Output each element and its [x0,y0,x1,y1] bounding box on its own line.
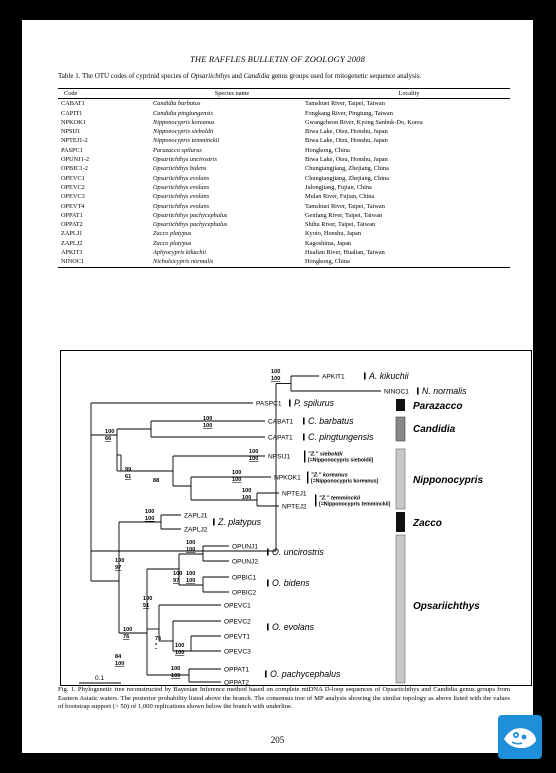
table-row [58,192,510,201]
species-label: C. pingtungensis [308,432,374,442]
group-bar-zacco [396,512,405,532]
support-value-mp: 100 [249,456,259,462]
support-value-mp: 100 [145,516,155,522]
species-label: O. pachycephalus [270,669,341,679]
support-value-pp: 88 [153,478,160,484]
cell-species: Nipponocypris koreanus [153,118,215,126]
cell-species: Opsariichthys evolans [153,193,210,201]
support-value-mp: * [155,643,158,649]
species-label: C. barbatus [308,416,354,426]
cell-locality: Genfang River, Taipei, Taiwan [305,211,383,219]
tip-label-otu: NINOC1 [384,388,409,396]
cell-code: OPPAT1 [61,211,83,219]
species-bar [267,624,269,631]
table-row [58,146,510,155]
cell-code: OPUNJ1-2 [61,156,89,164]
support-value-mp: 61 [125,474,132,480]
cell-locality: Tamshuei River, Taipei, Taiwan [305,202,385,210]
tip-label-otu: OPPAT1 [224,666,250,674]
support-value-pp: 100 [186,540,196,546]
support-value-pp: 100 [123,627,133,633]
journal-header: THE RAFFLES BULLETIN OF ZOOLOGY 2008 [189,54,366,64]
fish-logo-icon [498,715,542,759]
support-value-mp: 51 [143,603,150,609]
support-value-mp: 76 [123,634,130,640]
table-row [58,118,510,127]
otu-table [58,88,510,268]
cell-locality: Hongkong, China [305,258,350,266]
group-label-parazacco: Parazacco [413,401,463,412]
support-value-pp: 76 [155,636,162,642]
scale-bar-label: 0.1 [95,675,105,682]
cell-species: Opsariichthys evolans [153,174,210,182]
table-row [58,257,510,266]
cell-code: PASPC1 [61,146,83,154]
species-bar [265,671,267,678]
table-row [58,164,510,173]
cell-locality: Kagoshima, Japan [305,239,352,247]
support-value-mp: 97 [115,565,122,571]
support-value-pp: 100 [232,470,242,476]
cell-locality: Biwa Lake, Otsu, Honshu, Japan [305,156,388,164]
support-value-pp: 100 [203,416,213,422]
cell-code: OPEVT4 [61,202,85,210]
support-value-pp: 100 [145,509,155,515]
support-value-pp: 84 [115,654,122,660]
support-value-pp: 100 [175,643,185,649]
cell-species: Opsariichthys bidens [153,165,207,173]
table-body [58,99,510,266]
support-value-mp: 100 [175,650,185,656]
cell-code: NPKOK1 [61,118,86,126]
journal-page [22,20,533,753]
support-value-mp: 100 [115,661,125,667]
cell-locality: Shihu River, Taipei, Taiwan [305,221,376,229]
species-label: O. uncirostris [272,547,324,557]
tip-label-otu: ZAPLJ1 [184,512,208,520]
group-label-opsariichthys: Opsariichthys [413,601,480,612]
species-label: N. normalis [422,386,467,396]
tip-label-otu: NPSIJ1 [268,453,291,461]
cell-locality: Mulan River, Fujian, China [305,193,375,201]
header-code: Code [64,90,78,97]
cell-locality: Biwa Lake, Otsu, Honshu, Japan [305,137,388,145]
support-value-mp: 100 [232,477,242,483]
support-value-mp: 100 [186,547,196,553]
cell-species: Zacco platypus [153,239,192,247]
cell-locality: Hualian River, Hualian, Taiwan [305,249,385,257]
tip-label-otu: OPEVC1 [224,602,251,610]
support-value-pp: 99 [125,467,132,473]
cell-species: Opsariichthys uncirostris [153,156,217,164]
table-row [58,127,510,136]
cell-code: ZAPLJ1 [61,230,83,238]
cell-species: Aphyocypris kikuchii [153,249,206,257]
header-species: Species name [214,90,250,97]
species-note: [=Nipponocypris sieboldii] [308,457,374,464]
cell-species: Nipponocypris sieboldii [153,128,214,136]
group-bar-opsariichthys [396,535,405,683]
cell-species: Opsariichthys pachycephalus [153,211,228,219]
tip-label-otu: CABAT1 [268,418,294,426]
species-bar [303,434,305,441]
table-row [58,174,510,183]
cell-code: CABAT1 [61,100,85,108]
tip-label-otu: NPTEJ2 [282,503,307,511]
species-label: P. spilurus [294,398,334,408]
cell-code: NPSIJ1 [61,128,81,136]
support-value-pp: 100 [143,596,153,602]
cell-species: Nicholsicypris normalis [153,258,214,266]
table-row [58,211,510,220]
tip-label-otu: NPKOK1 [274,474,301,482]
cell-locality: Julongjiang, Fujian, China [305,183,372,191]
cell-locality: Gwangcheon River, Kyong Sanbuk-Do, Korea [305,118,423,126]
cell-code: OPEVC1 [61,174,85,182]
cell-code: OPEVC2 [61,183,85,191]
tip-label-otu: OPUNJ1 [232,543,259,551]
support-value-mp: 100 [203,423,213,429]
table-row [58,248,510,257]
page-number: 205 [270,735,285,745]
species-label: "Z." koreanus [311,472,348,479]
table-caption: Table 1. The OTU codes of cyprinid species of Opsariichthys and Candidia genus groups used for mitogenetic sequence analysis. [58,72,422,80]
table-row [58,99,510,108]
table-row [58,239,510,248]
cell-species: Opsariichthys pachycephalus [153,221,228,229]
support-value-pp: 100 [249,449,259,455]
tip-label-otu: OPUNJ2 [232,558,259,566]
cell-species: Parazacco spilurus [153,146,202,154]
group-label-zacco: Zacco [413,518,442,529]
species-bar [267,580,269,587]
cell-species: Opsariichthys evolans [153,183,210,191]
tip-label-otu: ZAPLJ2 [184,526,208,534]
group-label-nipponocypris: Nipponocypris [413,475,484,486]
species-label: Z. platypus [218,517,262,527]
cell-locality: Kyoto, Honshu, Japan [305,230,361,238]
support-value-pp: 100 [271,369,281,375]
table-header-row [58,89,510,99]
tip-label-otu: OPBIC1 [232,574,257,582]
tip-label-otu: OPEVC2 [224,618,251,626]
support-value-pp: 100 [105,429,115,435]
group-label-candidia: Candidia [413,424,456,435]
species-bar [304,451,305,463]
cell-locality: Hongkong, China [305,146,350,154]
support-value-pp: 100 [115,558,125,564]
species-note: [=Nipponocypris koreanus] [311,478,379,485]
species-bar [267,549,269,556]
cell-species: Opsariichthys evolans [153,202,210,210]
table-row [58,202,510,211]
species-bar [289,400,291,407]
species-bar [307,472,308,484]
table-row [58,109,510,118]
species-bar [364,373,366,380]
tip-label-otu: PASPC1 [256,400,282,408]
support-value-mp: 66 [105,436,112,442]
support-value-pp: 100 [242,488,252,494]
cell-code: OPBIC1-2 [61,165,88,173]
group-bar-nipponocypris [396,449,405,509]
group-bar-candidia [396,417,405,441]
support-value-mp: 100 [242,495,252,501]
cell-locality: Chungtangjiang, Zhejiang, China [305,174,389,182]
cell-code: ZAPLJ2 [61,239,83,247]
table-row [58,136,510,145]
species-bar [315,495,316,507]
tree-svg [61,351,531,685]
species-bar [303,418,305,425]
support-value-mp: 100 [186,578,196,584]
cell-code: OPEVC3 [61,193,85,201]
cell-code: APKIT1 [61,249,83,257]
table-row [58,155,510,164]
support-value-pp: 100 [186,571,196,577]
figure-caption: Fig. 1. Phylogenetic tree reconstructed by Bayesian Inference method based on complete mtDNA D-loop sequences of Opsariichthys and Candidia genus groups from Eastern Asiatic waters. The posterior probability listed above the branch. The consensus tree of MP analysis showing the similar topology as above listed with the values of bootstrap support (> 50) of 1,000 replications shown below the branch with underline. [58,686,510,711]
cell-code: CAPIT1 [61,109,83,117]
cell-code: NPTEJ1-2 [61,137,88,145]
species-label: "Z." sieboldii [308,451,343,458]
tip-label-otu: OPEVT1 [224,633,251,641]
species-bar [417,388,419,395]
species-note: [=Nipponocypris temminckii] [319,501,391,508]
cell-locality: Chungtangjiang, Zhejiang, China [305,165,389,173]
header-locality: Locality [398,90,420,97]
cell-locality: Biwa Lake, Otsu, Honshu, Japan [305,128,388,136]
table-row [58,183,510,192]
tip-label-otu: OPEVC3 [224,648,251,656]
tip-label-otu: OPPAT2 [224,679,250,685]
species-label: O. bidens [272,578,310,588]
tip-label-otu: OPBIC2 [232,589,257,597]
cell-locality: Tamshuei River, Taipei, Taiwan [305,100,385,108]
support-value-mp: 100 [271,376,281,382]
table-row [58,229,510,238]
species-label: O. evolans [272,622,315,632]
cell-species: Nipponocypris temminckii [153,137,220,145]
tip-label-otu: APKIT1 [322,373,345,381]
support-value-pp: 100 [173,571,183,577]
support-value-mp: 100 [171,673,181,679]
species-bar [213,519,215,526]
table-row [58,220,510,229]
cell-code: NINOC1 [61,258,85,266]
cell-species: Candidia barbatus [153,100,201,108]
phylogenetic-tree-figure [60,350,532,686]
species-label: "Z." temminckii [319,495,361,502]
cell-code: OPPAT2 [61,221,83,229]
cell-species: Zacco platypus [153,230,192,238]
support-value-mp: 97 [173,578,180,584]
cell-locality: Fongkang River, Pingtung, Taiwan [305,109,393,117]
cell-species: Candidia pingtungensis [153,109,213,117]
tip-label-otu: CAPAT1 [268,434,293,442]
species-label: A. kikuchii [369,371,409,381]
group-bar-parazacco [396,399,405,411]
support-value-pp: 100 [171,666,181,672]
tip-label-otu: NPTEJ1 [282,490,307,498]
